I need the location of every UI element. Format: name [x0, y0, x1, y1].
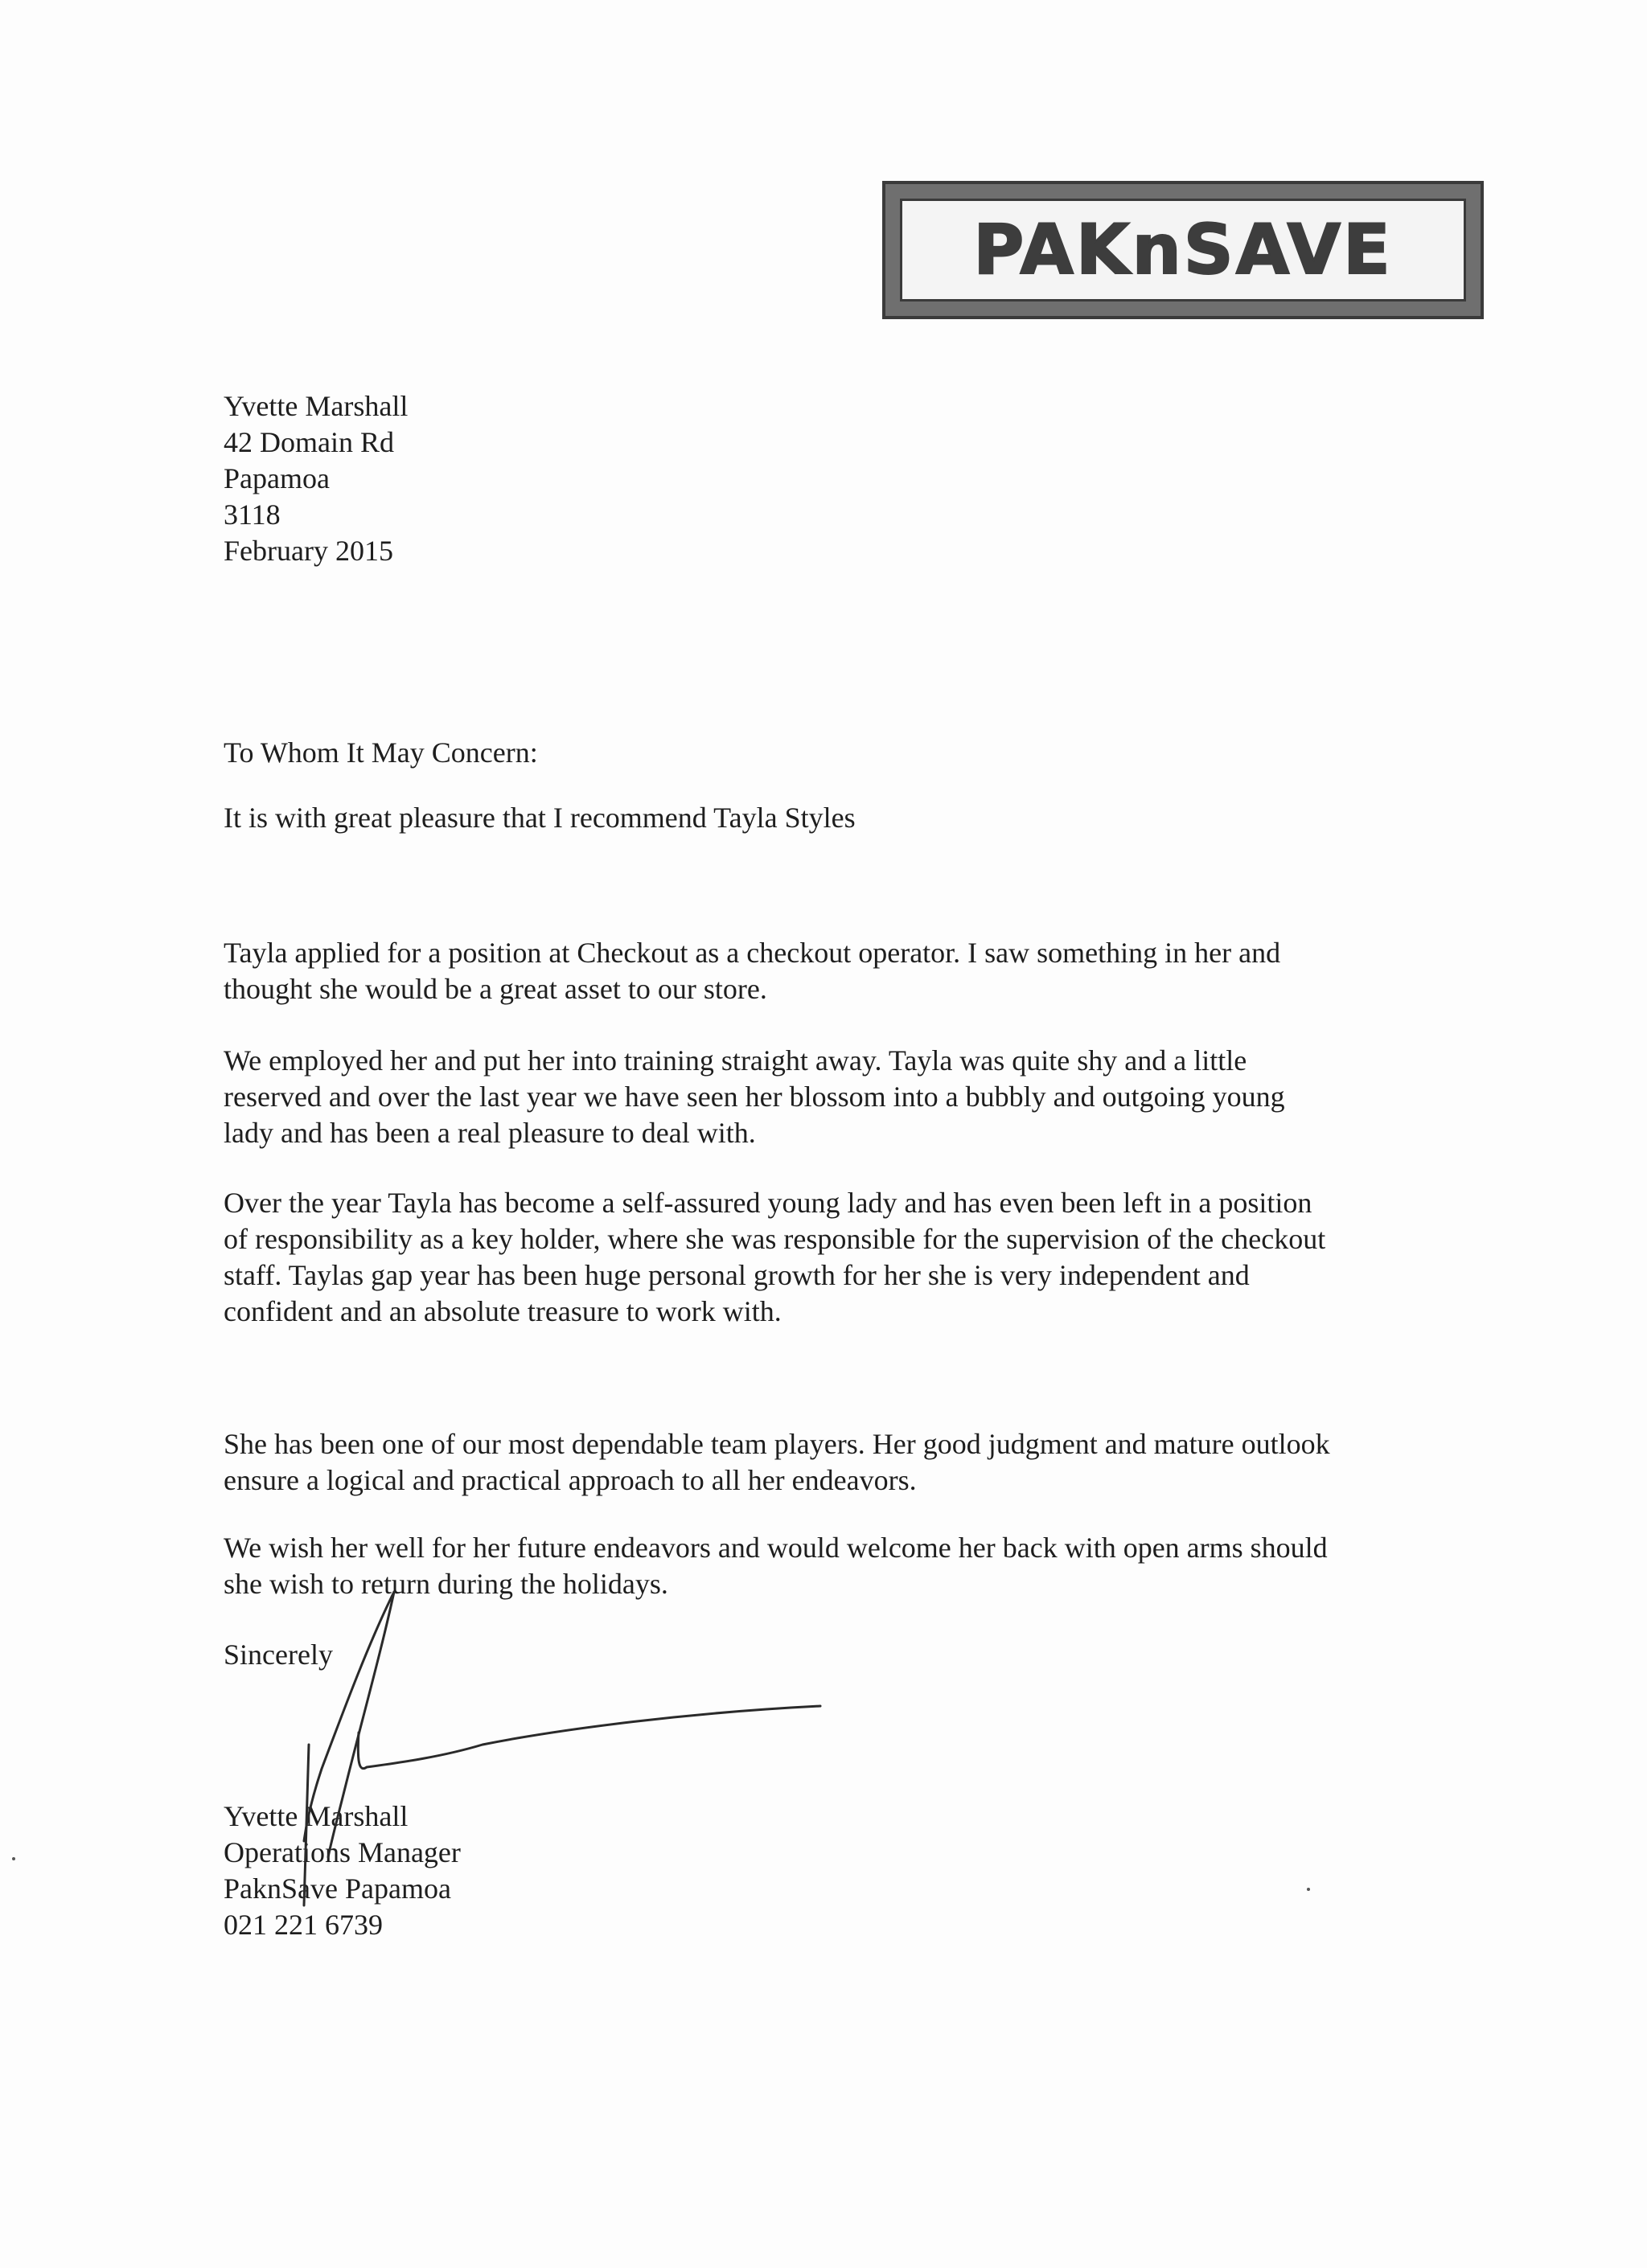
letter-date: February 2015	[224, 535, 393, 567]
paragraph-line: she wish to return during the holidays.	[224, 1568, 668, 1600]
paragraph-3	[224, 1185, 1325, 1330]
signer-title: Operations Manager	[224, 1836, 461, 1868]
paragraph-line: staff. Taylas gap year has been huge personal growth for her she is very independent and	[224, 1259, 1250, 1291]
signer-company: PaknSave Papamoa	[224, 1872, 451, 1905]
logo-panel	[900, 199, 1466, 301]
paragraph-line: of responsibility as a key holder, where she was responsible for the supervision of the checkout	[224, 1223, 1326, 1255]
paragraph-5	[224, 1530, 1328, 1602]
logo-text: PAKnSAVE	[973, 210, 1393, 290]
sender-postcode: 3118	[224, 498, 281, 531]
paragraph-line: She has been one of our most dependable team players. Her good judgment and mature outlook	[224, 1428, 1330, 1460]
paragraph-4	[224, 1426, 1330, 1499]
paragraph-line: ensure a logical and practical approach to all her endeavors.	[224, 1464, 917, 1496]
paragraph-line: Over the year Tayla has become a self-assured young lady and has even been left in a position	[224, 1187, 1312, 1219]
paragraph-line: confident and an absolute treasure to work with.	[224, 1295, 782, 1327]
paragraph-line: We employed her and put her into training straight away. Tayla was quite shy and a little	[224, 1044, 1247, 1077]
salutation: To Whom It May Concern:	[224, 736, 538, 769]
signer-name: Yvette Marshall	[224, 1800, 409, 1832]
sender-suburb: Papamoa	[224, 462, 330, 494]
scan-speck	[1307, 1888, 1310, 1891]
paragraph-2	[224, 1043, 1285, 1151]
paragraph-line: thought she would be a great asset to our store.	[224, 973, 767, 1005]
sender-address	[224, 388, 408, 569]
signer-phone: 021 221 6739	[224, 1909, 383, 1941]
sender-street: 42 Domain Rd	[224, 426, 394, 458]
sender-name: Yvette Marshall	[224, 390, 409, 422]
paragraph-line: We wish her well for her future endeavors and would welcome her back with open arms should	[224, 1532, 1328, 1564]
intro-line: It is with great pleasure that I recommend Tayla Styles	[224, 802, 856, 834]
paragraph-line: lady and has been a real pleasure to deal with.	[224, 1117, 756, 1149]
closing: Sincerely	[224, 1638, 333, 1671]
signature-block	[224, 1798, 461, 1943]
scan-speck	[12, 1857, 15, 1860]
paragraph-line: reserved and over the last year we have seen her blossom into a bubbly and outgoing young	[224, 1081, 1285, 1113]
paragraph-1	[224, 935, 1280, 1007]
paragraph-line: Tayla applied for a position at Checkout as a checkout operator. I saw something in her and	[224, 937, 1281, 969]
paknsave-logo	[882, 181, 1484, 319]
